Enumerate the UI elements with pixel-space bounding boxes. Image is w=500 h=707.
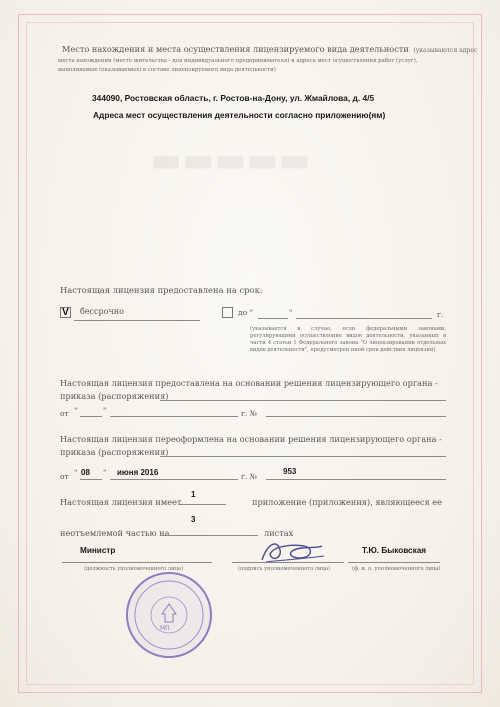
until-date-checkbox[interactable] <box>222 307 233 318</box>
appendix-text-4: листах <box>264 528 294 538</box>
unlimited-underline <box>74 320 200 321</box>
bleed-through-texture: ▬▬▬▬▬ <box>150 140 311 180</box>
appendix-count-value: 1 <box>191 490 196 499</box>
reissue-number-field[interactable] <box>266 479 446 480</box>
appendix-sheets-field[interactable] <box>160 535 258 536</box>
until-prefix: до " <box>238 308 253 317</box>
appendix-text-2: приложение (приложения), являющееся ее <box>252 497 442 507</box>
reissue-q-close: " <box>103 468 107 477</box>
signer-name: Т.Ю. Быковская <box>362 546 427 555</box>
appendix-text-1: Настоящая лицензия имеет <box>60 497 182 507</box>
reissue-day-value: 08 <box>81 468 90 477</box>
until-month-field[interactable] <box>296 318 432 319</box>
place-note-line3: выполняемых (оказываемых) в составе лицензируемого вида деятельности) <box>58 67 276 73</box>
signer-position-caption: (должность уполномоченного лица) <box>84 566 184 572</box>
place-note-line2: места нахождения (место жительства - для индивидуального предпринимателя) и адреса мест осуществления работ (услуг), <box>58 58 418 64</box>
appendix-count-field[interactable] <box>180 504 226 505</box>
reissue-month-value: июня 2016 <box>117 468 159 477</box>
official-stamp <box>124 570 214 660</box>
appendix-sheets-value: 3 <box>191 515 196 524</box>
signature-line <box>232 562 344 563</box>
basis-text-1: Настоящая лицензия предоставлена на основании решения лицензирующего органа - <box>60 378 438 388</box>
signer-position-line <box>62 562 212 563</box>
signer-name-line <box>348 562 440 563</box>
until-quote: " <box>289 308 293 317</box>
address-line-1: 344090, Ростовская область, г. Ростов-на-Дону, ул. Жмайлова, д. 4/5 <box>92 93 375 103</box>
reissue-from: от <box>60 472 69 481</box>
basis-from: от <box>60 409 69 418</box>
term-label: Настоящая лицензия предоставлена на срок: <box>60 285 263 295</box>
reissue-day-field[interactable] <box>80 479 102 480</box>
place-title: Место нахождения и места осуществления лицензируемого вида деятельности (указываются адрес <box>62 44 478 54</box>
basis-year-no: г. № <box>241 409 257 418</box>
unlimited-label: бессрочно <box>80 307 124 316</box>
basis-order-field[interactable] <box>160 400 446 401</box>
reissue-order-field[interactable] <box>160 456 446 457</box>
checkbox-mark: V <box>62 307 69 318</box>
appendix-text-3: неотъемлемой частью на <box>60 528 170 538</box>
reissue-text-2: приказа (распоряжения) <box>60 447 169 457</box>
stamp-center-text: МП <box>160 625 170 632</box>
basis-text-2: приказа (распоряжения) <box>60 391 169 401</box>
signer-name-caption: (ф. и. о. уполномоченного лица) <box>352 566 441 572</box>
basis-day-field[interactable] <box>80 416 102 417</box>
signature-mark <box>252 536 332 568</box>
reissue-number-value: 953 <box>283 467 297 476</box>
reissue-year-no: г. № <box>241 472 257 481</box>
reissue-month-field[interactable] <box>110 479 238 480</box>
basis-q-open: " <box>74 406 78 415</box>
until-day-field[interactable] <box>258 318 288 319</box>
until-suffix: г. <box>437 310 444 319</box>
basis-month-field[interactable] <box>110 416 238 417</box>
reissue-q-open: " <box>74 468 78 477</box>
address-line-2: Адреса мест осуществления деятельности согласно приложению(ям) <box>93 110 386 120</box>
signature-caption: (подпись уполномоченного лица) <box>238 566 330 572</box>
term-note: (указывается в случае, если федеральными законами, регулирующими осуществление видов деятельности, указанных в части 4 статьи 1 Федерального закона "О лицензировании отдельных видов деятельности", предусмотрен иной срок действия лицензии) <box>250 326 446 353</box>
basis-number-field[interactable] <box>266 416 446 417</box>
signer-position: Министр <box>80 546 116 555</box>
unlimited-checkbox[interactable] <box>60 307 71 318</box>
reissue-text-1: Настоящая лицензия переоформлена на основании решения лицензирующего органа - <box>60 434 442 444</box>
basis-q-close: " <box>103 406 107 415</box>
